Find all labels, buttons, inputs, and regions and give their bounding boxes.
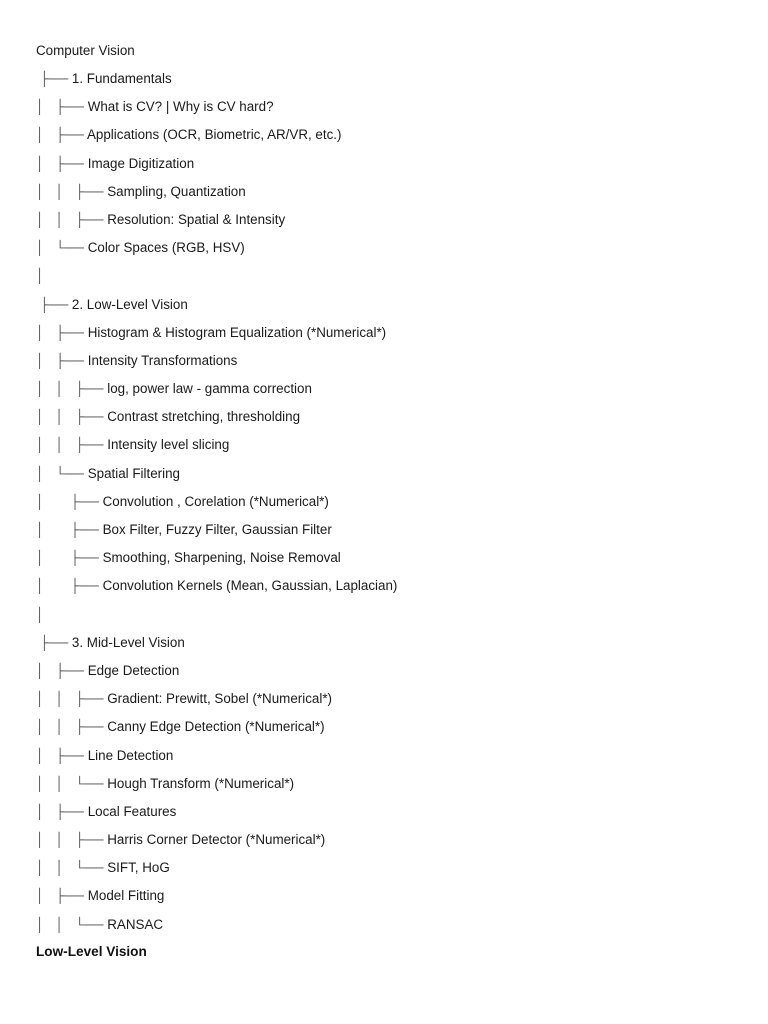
outline-line [36,632,736,660]
outline-line [36,716,736,744]
outline-item-text: Gradient: Prewitt, Sobel (*Numerical*) [107,691,332,707]
tree-connector: │ ├── [36,550,103,566]
section-heading: Low-Level Vision [36,944,147,959]
outline-item-text: 2. Low-Level Vision [71,296,188,312]
tree-connector: │ [36,268,45,284]
outline-line [36,547,736,575]
document-body [36,40,736,942]
tree-connector: │ ├── [36,888,88,904]
outline-item-text: log, power law - gamma correction [107,381,312,397]
tree-connector: │ ├── [36,324,88,340]
outline-tree [36,68,736,942]
tree-connector: │ ├── [36,578,103,594]
outline-line [36,914,736,942]
tree-connector: ├── [36,634,72,650]
outline-line [36,463,736,491]
outline-line [36,378,736,406]
outline-line [36,181,736,209]
tree-connector: │ │ ├── [36,832,108,848]
outline-item-text: What is CV? | Why is CV hard? [87,99,274,115]
outline-line [36,68,736,96]
outline-line [36,96,736,124]
outline-item-text: Box Filter, Fuzzy Filter, Gaussian Filter [102,522,332,537]
outline-item-text: Contrast stretching, thresholding [107,409,301,425]
tree-connector: │ ├── [36,127,87,143]
outline-line [36,294,736,322]
outline-line [36,688,736,716]
outline-item-text: Harris Corner Detector (*Numerical*) [107,832,326,848]
document-title: Computer Vision [36,43,135,58]
outline-item-text: Color Spaces (RGB, HSV) [87,240,245,256]
outline-line [36,491,736,519]
tree-connector: │ ├── [36,522,103,537]
outline-item-text: 3. Mid-Level Vision [71,634,185,650]
tree-connector: │ ├── [36,493,103,509]
outline-item-text: Applications (OCR, Biometric, AR/VR, etc.) [86,127,342,143]
outline-line [36,773,736,801]
tree-connector: │ ├── [36,352,88,368]
tree-connector: │ │ ├── [36,719,108,735]
outline-item-text: Resolution: Spatial & Intensity [107,211,286,227]
outline-item-text: Intensity Transformations [87,352,238,368]
outline-item-text: Image Digitization [87,155,195,171]
outline-line [36,209,736,237]
outline-item-text: Hough Transform (*Numerical*) [107,775,295,791]
tree-connector: │ ├── [36,99,88,115]
tree-connector: │ └── [36,240,88,256]
outline-item-text: Canny Edge Detection (*Numerical*) [107,719,325,735]
outline-line [36,237,736,265]
outline-item-text: Smoothing, Sharpening, Noise Removal [102,550,341,566]
outline-line [36,434,736,462]
outline-item-text: Histogram & Histogram Equalization (*Numerical*) [87,324,387,340]
tree-connector: │ ├── [36,662,88,678]
tree-connector: │ ├── [36,747,88,763]
tree-connector: │ │ └── [36,860,108,876]
outline-item-text: Line Detection [87,747,174,763]
outline-line [36,745,736,773]
tree-connector: │ │ ├── [36,381,108,397]
outline-line [36,660,736,688]
outline-item-text: Sampling, Quantization [107,183,246,199]
outline-item-text: Convolution Kernels (Mean, Gaussian, Laplacian) [102,578,398,594]
outline-item-text: Model Fitting [87,888,165,904]
outline-line [36,801,736,829]
tree-connector: ├── [36,296,72,312]
outline-item-text: Convolution , Corelation (*Numerical*) [102,493,329,509]
outline-item-text: SIFT, HoG [107,860,170,876]
tree-connector: │ │ ├── [36,211,108,227]
outline-line [36,350,736,378]
tree-connector: │ ├── [36,803,88,819]
outline-line [36,857,736,885]
outline-line [36,124,736,152]
tree-connector: │ └── [36,465,88,481]
outline-line [36,575,736,603]
outline-line [36,604,736,632]
tree-connector: │ ├── [36,155,88,171]
tree-connector: │ │ ├── [36,409,108,425]
outline-item-text: Local Features [87,803,177,819]
tree-connector: │ [36,606,45,622]
outline-line [36,885,736,913]
outline-item-text: 1. Fundamentals [71,71,172,86]
outline-line [36,406,736,434]
outline-line [36,153,736,181]
outline-item-text: RANSAC [107,916,164,932]
outline-item-text: Spatial Filtering [87,465,181,481]
tree-connector: │ │ ├── [36,691,108,707]
outline-item-text: Edge Detection [87,662,180,678]
outline-line [36,829,736,857]
outline-line [36,519,736,547]
outline-item-text: Intensity level slicing [107,437,230,453]
outline-line [36,265,736,293]
tree-connector: │ │ ├── [36,437,108,453]
tree-connector: │ │ └── [36,916,108,932]
tree-connector: │ │ ├── [36,183,108,199]
tree-connector: │ │ └── [36,775,108,791]
tree-connector: ├── [36,71,72,86]
outline-line [36,322,736,350]
